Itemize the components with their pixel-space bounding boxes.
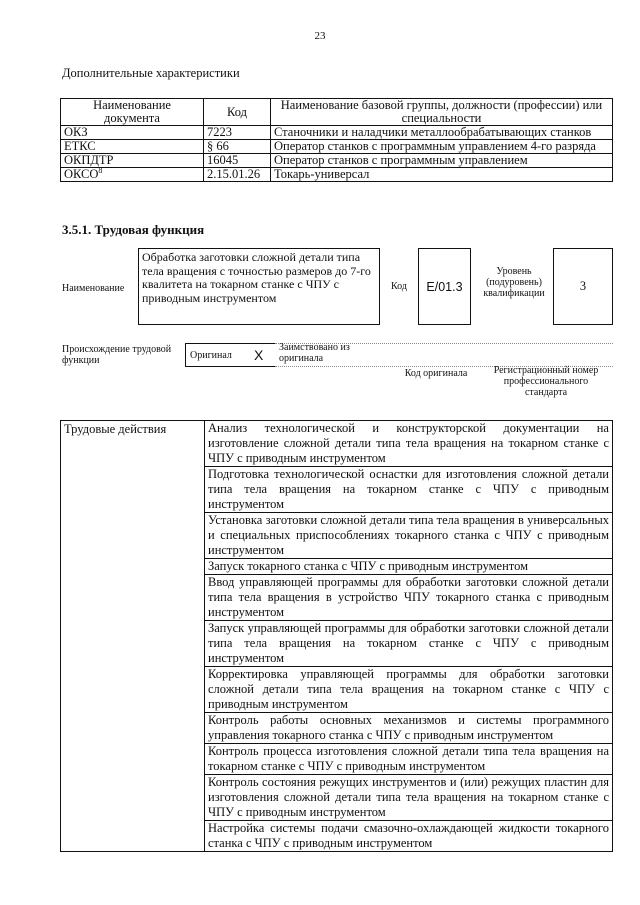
labor-function-title: 3.5.1. Трудовая функция [62, 222, 205, 237]
origin-label: Происхождение трудовой функции [62, 344, 172, 366]
header-group-name: Наименование базовой группы, должности (профессии) или специальности [271, 99, 613, 126]
registration-number-label: Регистрационный номер профессионального стандарта [493, 365, 599, 398]
footnote-mark: 8 [98, 165, 103, 175]
table-row [61, 126, 613, 140]
qualification-level-box: 3 [553, 248, 613, 325]
function-name-box: Обработка заготовки сложной детали типа тела вращения с точностью размеров до 7-го квалитета на токарном станке с ЧПУ с приводным инструментом [138, 248, 380, 325]
cell-code: § 66 [204, 140, 271, 154]
cell-code: 16045 [204, 154, 271, 168]
cell-name: Станочники и наладчики металлообрабатывающих станков [271, 126, 613, 140]
table-header-row [61, 99, 613, 126]
table-row [61, 421, 613, 467]
name-label: Наименование [62, 283, 125, 294]
code-original-label: Код оригинала [404, 368, 468, 379]
cell-code: 2.15.01.26 [204, 168, 271, 182]
header-code: Код [204, 99, 271, 126]
labor-action-item: Контроль работы основных механизмов и системы программного управления токарного станка с ЧПУ с приводным инструментом [205, 713, 613, 744]
labor-action-item: Ввод управляющей программы для обработки заготовки сложной детали типа тела вращения в устройство ЧПУ токарного станка с приводным инструментом [205, 575, 613, 621]
origin-box [185, 343, 275, 367]
labor-action-item: Установка заготовки сложной детали типа тела вращения в универсальных и специальных приспособлениях токарного станка с ЧПУ с приводным инструментом [205, 513, 613, 559]
cell-document [61, 165, 204, 182]
labor-actions-label: Трудовые действия [61, 421, 205, 852]
borrowed-label: Заимствовано из оригинала [279, 342, 350, 364]
labor-action-item: Анализ технологической и конструкторской документации на изготовление сложной детали типа тела вращения на токарном станке с ЧПУ с приводным инструментом [205, 421, 613, 467]
cell-name: Оператор станков с программным управлением [271, 154, 613, 168]
original-label: Оригинал [190, 350, 232, 361]
qualification-level-label: Уровень (подуровень) квалификации [483, 266, 545, 299]
table-row [61, 154, 613, 168]
labor-action-item: Контроль состояния режущих инструментов и (или) режущих пластин для изготовления сложной детали типа тела вращения на токарном станке с ЧПУ с приводным инструментом [205, 775, 613, 821]
cell-document: ОКЗ [61, 126, 204, 140]
cell-code: 7223 [204, 126, 271, 140]
labor-action-item: Запуск токарного станка с ЧПУ с приводным инструментом [205, 559, 613, 575]
cell-name: Токарь-универсал [271, 168, 613, 182]
cell-name: Оператор станков с программным управлением 4-го разряда [271, 140, 613, 154]
code-label: Код [391, 281, 407, 292]
additional-characteristics-title: Дополнительные характеристики [62, 66, 240, 80]
labor-actions-table [60, 420, 613, 852]
labor-action-item: Подготовка технологической оснастки для изготовления сложной детали типа тела вращения на токарном станке с ЧПУ с приводным инструментом [205, 467, 613, 513]
labor-action-item: Запуск управляющей программы для обработки заготовки сложной детали типа тела вращения на токарном станке с ЧПУ с приводным инструментом [205, 621, 613, 667]
function-code-box: E/01.3 [418, 248, 471, 325]
cell-document: ОКПДТР [61, 154, 204, 168]
document-name: ОКСО [64, 167, 99, 181]
labor-action-item: Настройка системы подачи смазочно-охлаждающей жидкости токарного станка с ЧПУ с приводным инструментом [205, 821, 613, 852]
table-row [61, 140, 613, 154]
page-number: 23 [314, 30, 326, 42]
cell-document: ЕТКС [61, 140, 204, 154]
header-document: Наименование документа [61, 99, 204, 126]
labor-action-item: Контроль процесса изготовления сложной детали типа тела вращения на токарном станке с ЧПУ с приводным инструментом [205, 744, 613, 775]
additional-characteristics-table [60, 98, 613, 182]
original-mark: X [254, 347, 264, 363]
table-row [61, 168, 613, 182]
labor-action-item: Корректировка управляющей программы для обработки заготовки сложной детали типа тела вращения на токарном станке с ЧПУ с приводным инструментом [205, 667, 613, 713]
